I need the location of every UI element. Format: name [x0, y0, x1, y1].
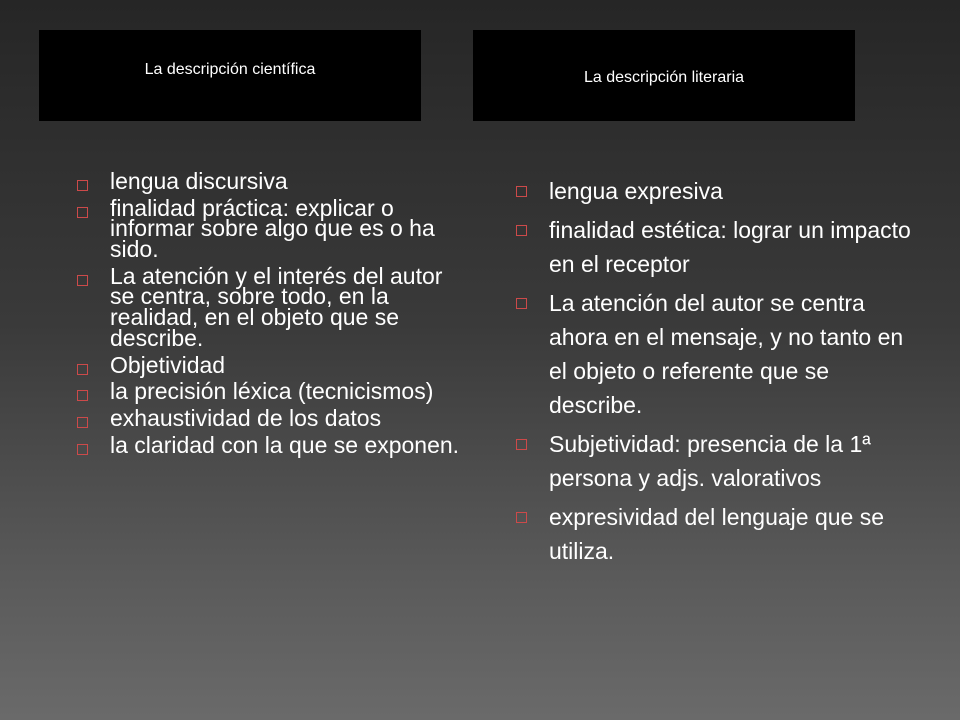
square-bullet-icon — [77, 390, 88, 401]
list-item — [516, 427, 916, 495]
list-item-text: la claridad con la que se exponen. — [110, 431, 460, 458]
list-item — [516, 286, 916, 422]
square-bullet-icon — [516, 186, 527, 197]
list-item-text: Objetividad — [110, 351, 226, 378]
list-item — [77, 262, 467, 351]
square-bullet-icon — [516, 512, 527, 523]
list-item-text: La atención y el interés del autor se centra, sobre todo, en la realidad, en el objeto que se describe. — [110, 262, 443, 351]
list-item-text: La atención del autor se centra ahora en el mensaje, y no tanto en el objeto o referente que se describe. — [549, 290, 904, 418]
square-bullet-icon — [77, 180, 88, 191]
square-bullet-icon — [516, 298, 527, 309]
list-item-text: finalidad estética: lograr un impacto en el receptor — [549, 217, 911, 277]
list-item — [77, 194, 467, 263]
literary-description-header — [473, 30, 855, 121]
list-item — [77, 404, 467, 431]
list-item — [77, 351, 467, 378]
literary-description-header-label: La descripción literaria — [583, 68, 745, 86]
square-bullet-icon — [77, 417, 88, 428]
list-item — [516, 174, 916, 208]
square-bullet-icon — [516, 439, 527, 450]
scientific-description-header — [39, 30, 421, 121]
list-item-text: finalidad práctica: explicar o informar sobre algo que es o ha sido. — [110, 194, 435, 263]
list-item-text: lengua discursiva — [110, 168, 288, 194]
list-item-text: Subjetividad: presencia de la 1ª persona y adjs. valorativos — [549, 431, 871, 491]
square-bullet-icon — [77, 275, 88, 286]
list-item — [516, 213, 916, 281]
scientific-features-list — [77, 168, 467, 461]
list-item-text: expresividad del lenguaje que se utiliza. — [549, 504, 885, 564]
list-item — [77, 431, 467, 458]
list-item-text: exhaustividad de los datos — [110, 404, 382, 431]
square-bullet-icon — [77, 207, 88, 218]
list-item — [77, 168, 467, 194]
list-item — [77, 378, 467, 405]
square-bullet-icon — [77, 364, 88, 375]
list-item-text: la precisión léxica (tecnicismos) — [110, 378, 434, 405]
list-item-text: lengua expresiva — [549, 178, 723, 204]
list-item — [516, 500, 916, 568]
scientific-description-header-label: La descripción científica — [144, 60, 316, 78]
square-bullet-icon — [77, 444, 88, 455]
literary-features-list — [516, 174, 916, 573]
square-bullet-icon — [516, 225, 527, 236]
